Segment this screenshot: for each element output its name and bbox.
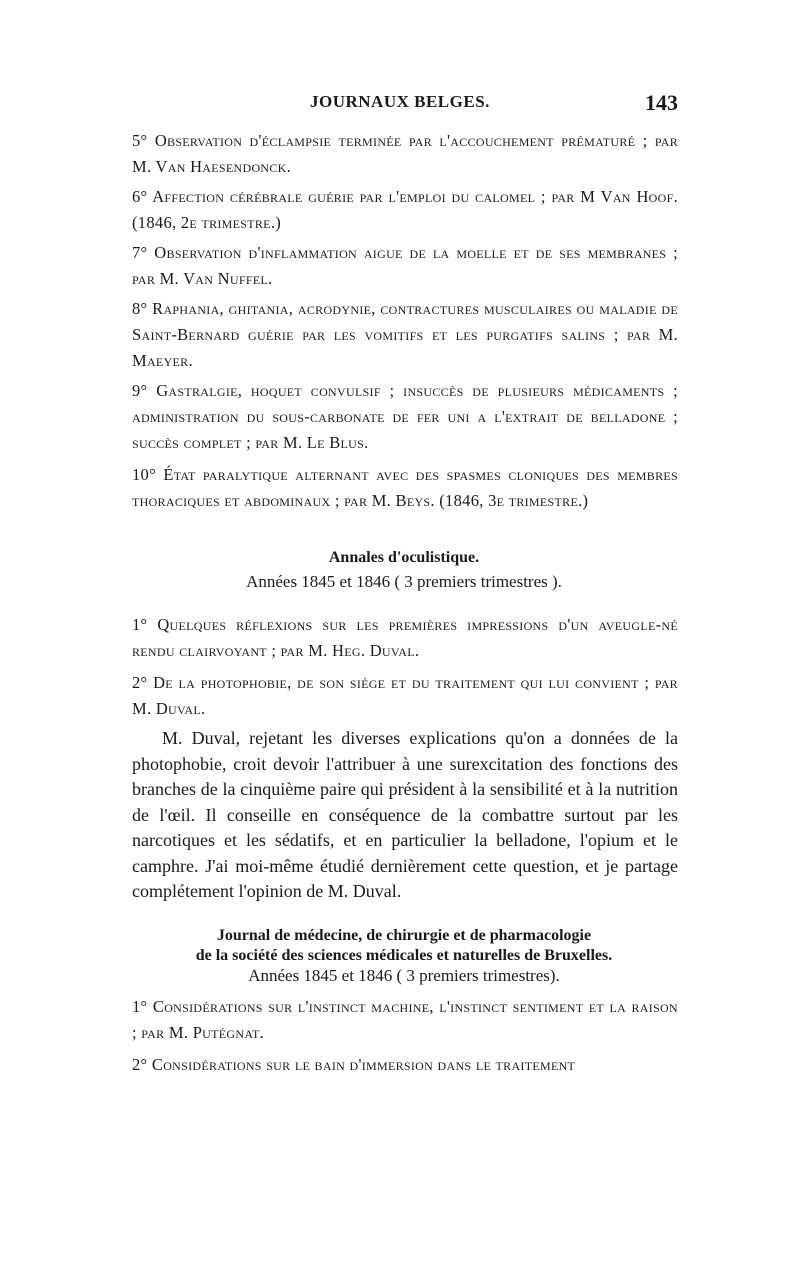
entry-number: 2° bbox=[132, 1055, 148, 1074]
entry-text: De la photophobie, de son siége et du traitement qui lui convient ; par M. Duval. bbox=[132, 673, 678, 718]
section-title: Annales d'oculistique. bbox=[328, 549, 480, 566]
entry-text: Affection cérébrale guérie par l'emploi du calomel ; par M Van Hoof. (1846, 2e trimestre.) bbox=[132, 187, 678, 232]
list-item bbox=[132, 1052, 678, 1078]
entry-number: 8° bbox=[132, 299, 148, 318]
entry-text: Observation d'inflammation aigue de la moelle et de ses membranes ; par M. Van Nuffel. bbox=[132, 243, 678, 288]
entry-number: 2° bbox=[132, 673, 148, 692]
entry-number: 7° bbox=[132, 243, 148, 262]
list-item bbox=[132, 994, 678, 1046]
list-item bbox=[132, 462, 678, 514]
body-paragraph: M. Duval, rejetant les diverses explications qu'on a données de la photophobie, croit devoir l'attribuer à une surexcitation des fonctions des branches de la cinquième paire qui président à la sensibilité et à la nutrition de l'œil. Il conseille en conséquence de la combattre surtout par les narcotiques et les sédatifs, et en particulier la belladone, l'opium et le camphre. J'ai moi-même étudié dernièrement cette question, et je partage complétement l'opinion de M. Duval. bbox=[132, 728, 678, 901]
entry-number: 1° bbox=[132, 997, 148, 1016]
section-title-line-2: de la société des sciences médicales et naturelles de Bruxelles. bbox=[195, 947, 613, 964]
entry-text: Considérations sur le bain d'immersion dans le traitement bbox=[151, 1055, 576, 1074]
entry-text: Considérations sur l'instinct machine, l'instinct sentiment et la raison ; par M. Putégnat. bbox=[132, 997, 678, 1042]
entry-text: État paralytique alternant avec des spasmes cloniques des membres thoraciques et abdominaux ; par M. Beys. (1846, 3e trimestre.) bbox=[132, 465, 678, 510]
list-item bbox=[132, 378, 678, 456]
list-item bbox=[132, 296, 678, 374]
list-item bbox=[132, 670, 678, 722]
section-subtitle: Années 1845 et 1846 ( 3 premiers trimestres). bbox=[248, 966, 560, 985]
entry-number: 6° bbox=[132, 187, 148, 206]
entry-number: 5° bbox=[132, 131, 148, 150]
page-number: 143 bbox=[645, 90, 678, 115]
running-title: JOURNAUX BELGES. bbox=[310, 92, 490, 111]
list-item bbox=[132, 128, 678, 180]
entry-number: 1° bbox=[132, 615, 148, 634]
section-subtitle: Années 1845 et 1846 ( 3 premiers trimestres ). bbox=[246, 572, 562, 591]
list-item bbox=[132, 240, 678, 292]
entry-text: Quelques réflexions sur les premières impressions d'un aveugle-né rendu clairvoyant ; par M. Heg. Duval. bbox=[132, 615, 678, 660]
running-header bbox=[130, 90, 678, 120]
entry-text: Gastralgie, hoquet convulsif ; insuccès de plusieurs médicaments ; administration du sous-carbonate de fer uni a l'extrait de belladone ; succès complet ; par M. Le Blus. bbox=[132, 381, 678, 452]
list-item bbox=[132, 612, 678, 664]
section-title-line-1: Journal de médecine, de chirurgie et de pharmacologie bbox=[216, 927, 592, 944]
entry-number: 9° bbox=[132, 381, 148, 400]
entry-text: Observation d'éclampsie terminée par l'accouchement prématuré ; par M. Van Haesendonck. bbox=[132, 131, 678, 176]
entry-text: Raphania, ghitania, acrodynie, contractures musculaires ou maladie de Saint-Bernard guérie par les vomitifs et les purgatifs salins ; par M. Maeyer. bbox=[132, 299, 678, 370]
list-item bbox=[132, 184, 678, 236]
entry-number: 10° bbox=[132, 465, 156, 484]
